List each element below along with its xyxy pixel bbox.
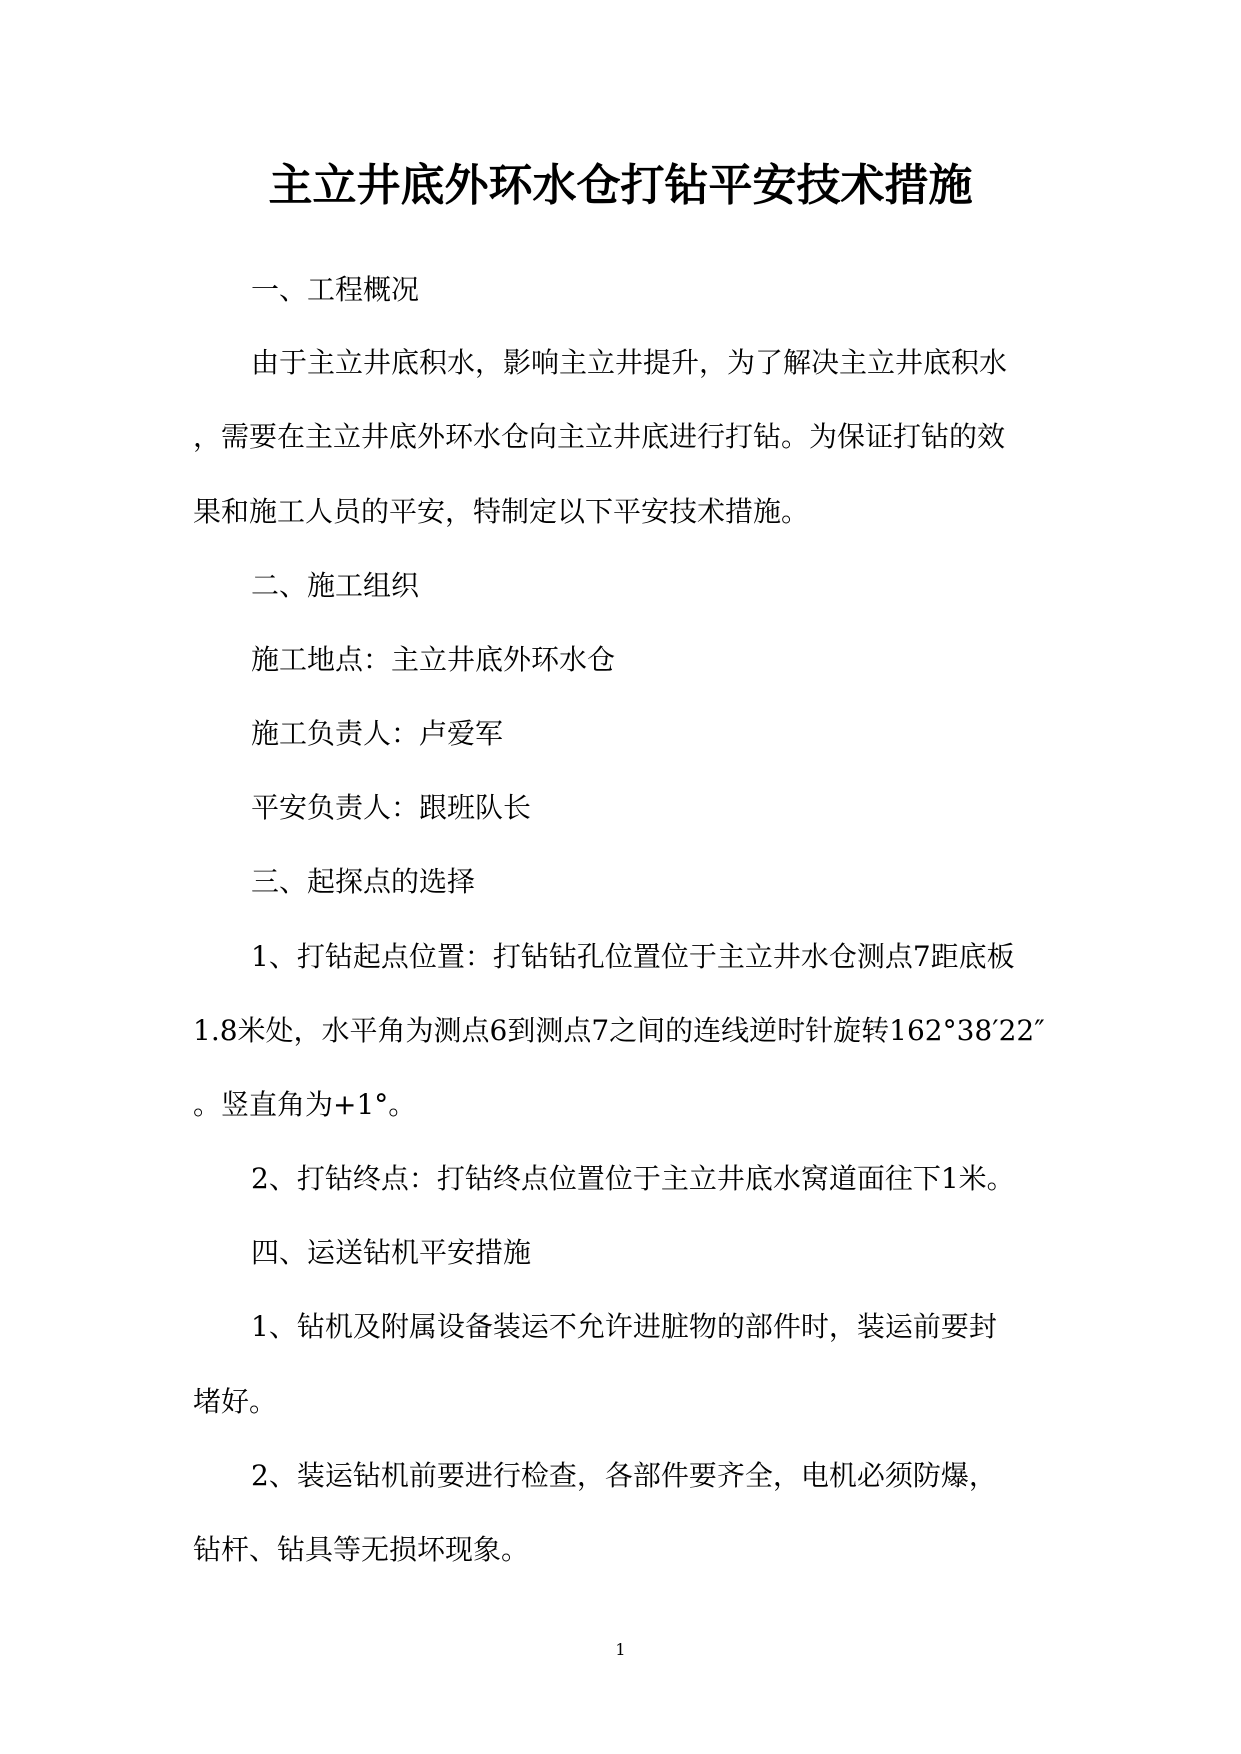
document-title: 主立井底外环水仓打钻平安技术措施 [268, 160, 973, 211]
paragraph-line: 平安负责人：跟班队长 [251, 791, 532, 824]
paragraph-line: 1、钻机及附属设备装运不允许进脏物的部件时，装运前要封 [251, 1310, 997, 1343]
paragraph-line: 由于主立井底积水，影响主立井提升，为了解决主立井底积水 [251, 346, 1008, 379]
page-number: 1 [615, 1640, 626, 1659]
paragraph-line: 1.8米处，水平角为测点6到测点7之间的连线逆时针旋转162°38′22″ [193, 1014, 1045, 1047]
paragraph-line: 钻杆、钻具等无损坏现象。 [193, 1533, 530, 1566]
paragraph-line: ，需要在主立井底外环水仓向主立井底进行打钻。为保证打钻的效 [193, 420, 1006, 453]
section-heading-selection: 三、起探点的选择 [251, 865, 476, 898]
paragraph-line: 1、打钻起点位置：打钻钻孔位置位于主立井水仓测点7距底板 [251, 940, 1015, 973]
paragraph-line: 。竖直角为+1°。 [193, 1088, 417, 1121]
paragraph-line: 施工负责人：卢爱军 [251, 717, 504, 750]
section-heading-transport: 四、运送钻机平安措施 [251, 1236, 532, 1269]
section-heading-organization: 二、施工组织 [251, 569, 420, 602]
paragraph-line: 2、装运钻机前要进行检查，各部件要齐全，电机必须防爆， [251, 1459, 997, 1492]
paragraph-line: 堵好。 [193, 1385, 278, 1418]
paragraph-line: 2、打钻终点：打钻终点位置位于主立井底水窝道面往下1米。 [251, 1162, 1015, 1195]
paragraph-line: 施工地点：主立井底外环水仓 [251, 643, 616, 676]
section-heading-overview: 一、工程概况 [251, 273, 420, 306]
paragraph-line: 果和施工人员的平安，特制定以下平安技术措施。 [193, 495, 810, 528]
